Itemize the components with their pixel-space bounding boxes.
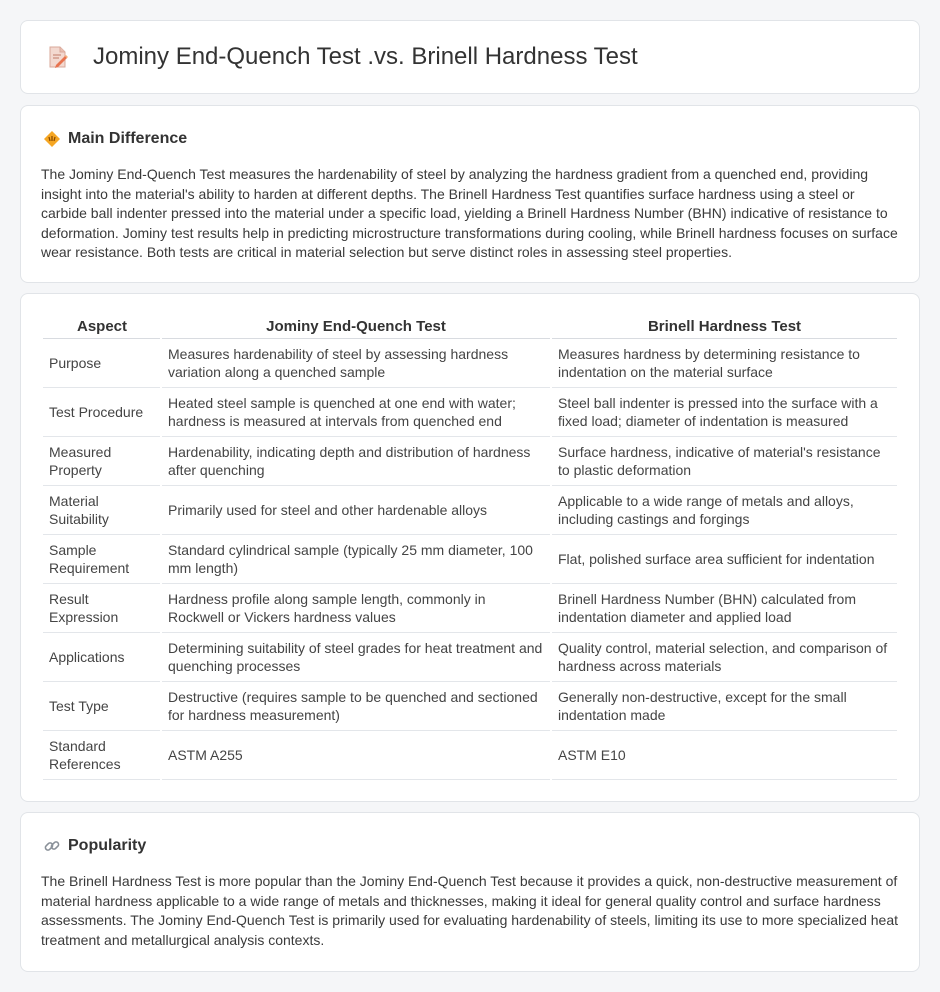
aspect-cell: Applications <box>43 632 161 681</box>
jominy-cell: Determining suitability of steel grades for heat treatment and quenching processes <box>161 632 551 681</box>
header-jominy: Jominy End-Quench Test <box>161 316 551 338</box>
brinell-cell: Brinell Hardness Number (BHN) calculated from indentation diameter and applied load <box>551 583 898 632</box>
popularity-text: The Brinell Hardness Test is more popular than the Jominy End-Quench Test because it provides a quick, non-destructive measurement of material hardness applicable to a wide range of metals and thicknesses, making it ideal for general quality control and surface hardness assessments. The Jominy End-Quench Test is primarily used for evaluating hardenability of steels, limiting its use to more specialized heat treatment and metallurgical analysis contexts. <box>41 873 899 948</box>
jominy-cell: Standard cylindrical sample (typically 25 mm diameter, 100 mm length) <box>161 534 551 583</box>
brinell-cell: Steel ball indenter is pressed into the surface with a fixed load; diameter of indentation is measured <box>551 387 898 436</box>
popularity-heading: Popularity <box>68 837 147 854</box>
aspect-cell: Test Type <box>43 681 161 730</box>
table-row <box>43 338 898 387</box>
document-edit-icon <box>47 45 69 69</box>
table-row <box>43 534 898 583</box>
main-difference-card <box>20 105 920 283</box>
table-header-row <box>43 316 898 338</box>
table-row <box>43 681 898 730</box>
aspect-cell: Material Suitability <box>43 485 161 534</box>
table-row <box>43 485 898 534</box>
comparison-table <box>43 316 899 780</box>
aspect-cell: Result Expression <box>43 583 161 632</box>
aspect-cell: Purpose <box>43 338 161 387</box>
main-difference-text: The Jominy End-Quench Test measures the hardenability of steel by analyzing the hardness gradient from a quenched end, providing insight into the material's ability to harden at different depths. The Brinell Hardness Test quantifies surface hardness using a steel or carbide ball indenter pressed into the material under a specific load, yielding a Brinell Hardness Number (BHN) indicative of resistance to deformation. Jominy test results help in predicting microstructure transformations during cooling, while Brinell hardness focuses on surface wear resistance. Both tests are critical in material selection but serve distinct roles in assessing steel properties. <box>41 166 898 260</box>
diamond-icon <box>43 130 61 148</box>
brinell-cell: Flat, polished surface area sufficient for indentation <box>551 534 898 583</box>
page-title: Jominy End-Quench Test .vs. Brinell Hardness Test <box>93 43 638 70</box>
header-brinell: Brinell Hardness Test <box>551 316 898 338</box>
aspect-cell: Measured Property <box>43 436 161 485</box>
header-aspect: Aspect <box>43 316 161 338</box>
main-difference-heading: Main Difference <box>68 130 188 147</box>
comparison-card <box>20 293 920 802</box>
table-row <box>43 387 898 436</box>
jominy-cell: Hardness profile along sample length, commonly in Rockwell or Vickers hardness values <box>161 583 551 632</box>
aspect-cell: Sample Requirement <box>43 534 161 583</box>
brinell-cell: Applicable to a wide range of metals and alloys, including castings and forgings <box>551 485 898 534</box>
jominy-cell: Heated steel sample is quenched at one end with water; hardness is measured at intervals from quenched end <box>161 387 551 436</box>
brinell-cell: Quality control, material selection, and comparison of hardness across materials <box>551 632 898 681</box>
jominy-cell: Measures hardenability of steel by assessing hardness variation along a quenched sample <box>161 338 551 387</box>
link-icon <box>43 837 61 855</box>
table-row <box>43 730 898 779</box>
table-row <box>43 436 898 485</box>
jominy-cell: ASTM A255 <box>161 730 551 779</box>
popularity-card <box>20 812 920 972</box>
brinell-cell: Generally non-destructive, except for the small indentation made <box>551 681 898 730</box>
table-row <box>43 632 898 681</box>
table-row <box>43 583 898 632</box>
jominy-cell: Destructive (requires sample to be quenched and sectioned for hardness measurement) <box>161 681 551 730</box>
jominy-cell: Hardenability, indicating depth and distribution of hardness after quenching <box>161 436 551 485</box>
title-card <box>20 20 920 94</box>
aspect-cell: Test Procedure <box>43 387 161 436</box>
jominy-cell: Primarily used for steel and other hardenable alloys <box>161 485 551 534</box>
brinell-cell: Measures hardness by determining resistance to indentation on the material surface <box>551 338 898 387</box>
aspect-cell: Standard References <box>43 730 161 779</box>
brinell-cell: Surface hardness, indicative of material's resistance to plastic deformation <box>551 436 898 485</box>
brinell-cell: ASTM E10 <box>551 730 898 779</box>
